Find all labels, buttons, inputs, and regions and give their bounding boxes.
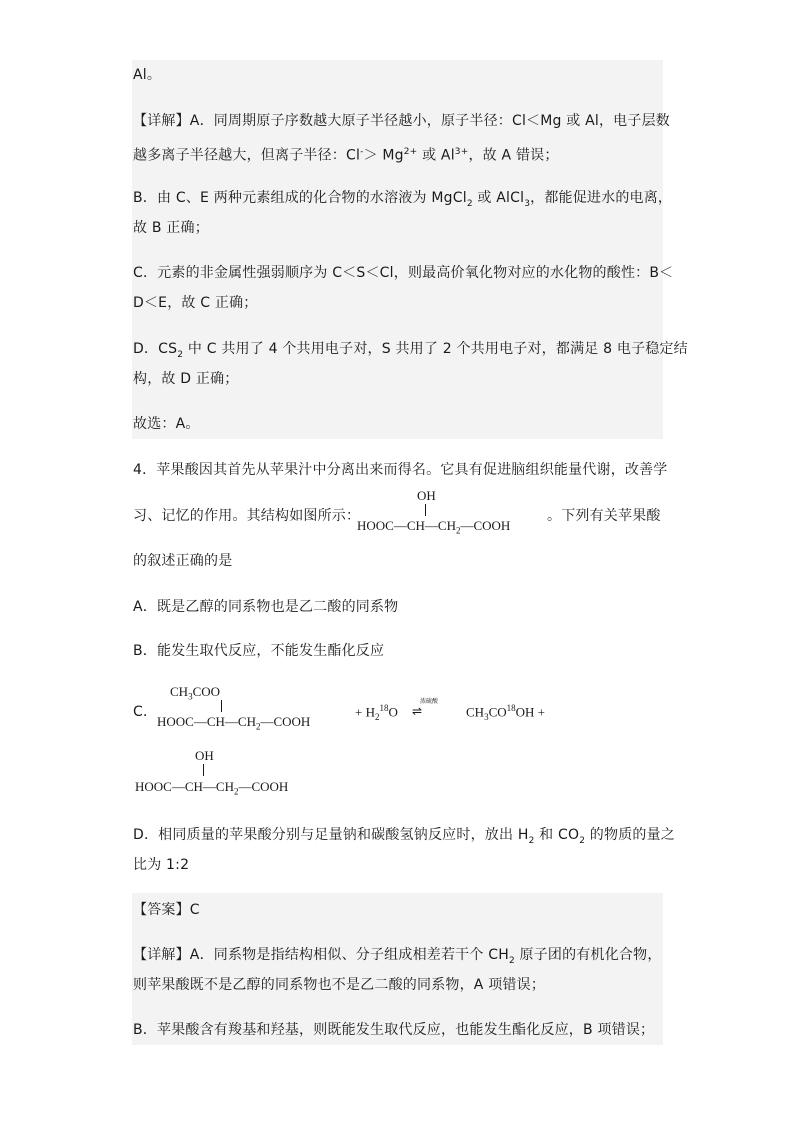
reagent-h2o18: + $H_2^{18}O$ — [355, 703, 398, 722]
ch3coo-label: $CH_3COO$ — [170, 684, 221, 702]
detail2-a-line1: 【详解】A．同系物是指结构相似、分子组成相差若干个 $CH_2$ 原子团的有机化合物， — [133, 947, 662, 966]
option-d-line1: D．相同质量的苹果酸分别与足量钠和碳酸氢钠反应时，放出 $H_2$ 和 $CO_2$ 的物质的量之 — [133, 827, 675, 846]
bond-line — [203, 764, 204, 776]
ester-structure — [157, 684, 357, 734]
question-stem-line3: 的叙述正确的是 — [133, 553, 233, 569]
detail-c-line1: C．元素的非金属性强弱顺序为 C＜S＜Cl，则最高价氧化物对应的水化物的酸性：B＜ — [133, 265, 674, 281]
reaction-arrow — [410, 698, 450, 722]
answer-line: 【答案】C — [133, 902, 200, 918]
detail2-b-line: B．苹果酸含有羧基和羟基，则既能发生取代反应，也能发生酯化反应，B 项错误； — [133, 1022, 655, 1038]
detail-b-line2: 故 B 正确； — [133, 220, 209, 236]
detail-a-line1: 【详解】A．同周期原子序数越大原子半径越小，原子半径：Cl＜Mg 或 Al，电子层数 — [133, 113, 670, 129]
main-chain: $HOOC—CH—CH_2—COOH$ — [135, 779, 289, 797]
option-c-label: C． — [133, 704, 158, 720]
question-stem-line1: 4．苹果酸因其首先从苹果汁中分离出来而得名。它具有促进脑组织能量代谢，改善学 — [133, 462, 668, 478]
oh-label: OH — [195, 748, 214, 763]
oh-label: OH — [417, 488, 436, 503]
detail-d-line1: D．$CS_2$ 中 C 共用了 4 个共用电子对，S 共用了 2 个共用电子对，都满足 8 电子稳定结 — [133, 341, 688, 360]
option-a: A．既是乙醇的同系物也是乙二酸的同系物 — [133, 599, 399, 615]
detail2-a-line2: 则苹果酸既不是乙醇的同系物也不是乙二酸的同系物，A 项错误； — [133, 977, 546, 993]
bond-line — [221, 700, 222, 712]
main-chain: $HOOC—CH—CH_2—COOH$ — [357, 518, 511, 536]
detail-a-line2: 越多离子半径越大，但离子半径：$Cl^-> Mg^{2+}$ 或 $Al^{3+}$，故 A 错误； — [133, 147, 559, 164]
option-d-line2: 比为 1:2 — [133, 857, 190, 873]
equilibrium-arrow-icon: ⇌ — [412, 704, 423, 718]
arrow-label: 浓硫酸 — [420, 698, 439, 705]
main-chain: $HOOC—CH—CH_2—COOH$ — [157, 714, 311, 732]
product-ester: $CH_3CO^{18}OH$ + — [466, 703, 545, 722]
malic-acid-product — [135, 748, 325, 798]
detail-c-line2: D＜E，故 C 正确； — [133, 295, 258, 311]
question-stem-line2-pre: 习、记忆的作用。其结构如图所示： — [133, 508, 361, 524]
detail-d-line2: 构，故 D 正确； — [133, 371, 239, 387]
text-line: Al。 — [133, 67, 162, 83]
option-b: B．能发生取代反应，不能发生酯化反应 — [133, 643, 385, 659]
question-stem-line2-end: 。下列有关苹果酸 — [547, 508, 661, 524]
choice-line: 故选：A。 — [133, 416, 200, 432]
bond-line — [425, 504, 426, 516]
malic-acid-structure — [357, 488, 547, 538]
detail-b-line1: B．由 C、E 两种元素组成的化合物的水溶液为 MgCl$_2$ 或 AlCl$_3$，都能促进水的电离， — [133, 190, 673, 209]
